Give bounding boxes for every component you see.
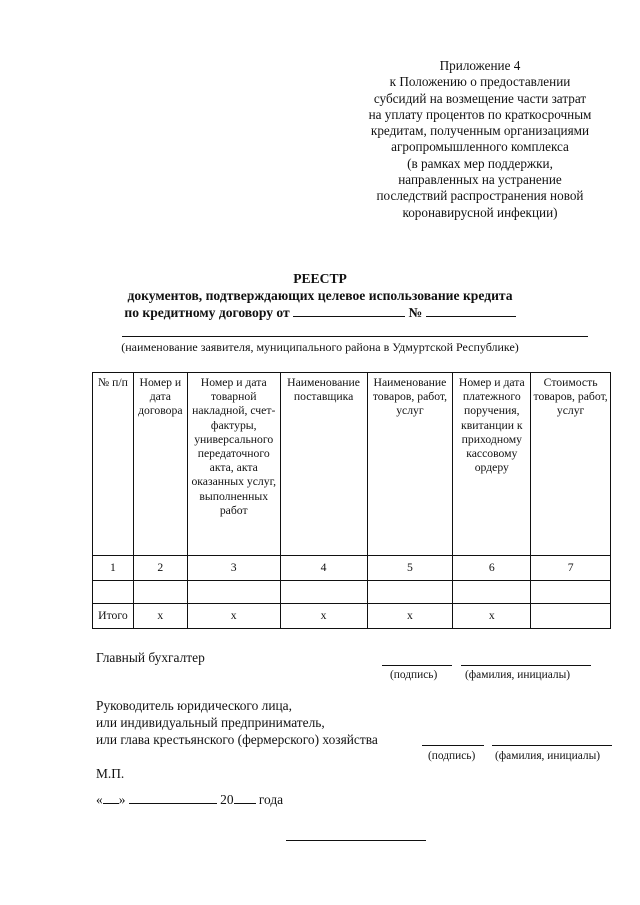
column-number: 4 [280, 556, 367, 581]
applicant-name-line[interactable] [122, 336, 588, 337]
head-label-line: или индивидуальный предприниматель, [96, 715, 325, 730]
contract-date-blank[interactable] [293, 315, 405, 317]
chief-accountant-signature-line[interactable] [382, 665, 452, 666]
header-cell-goods: Наименование товаров, работ, услуг [367, 373, 453, 556]
document-heading: РЕЕСТР [293, 271, 347, 286]
name-caption: (фамилия, инициалы) [495, 750, 601, 762]
contract-line [0, 304, 640, 321]
date-close-quote: » [118, 792, 126, 807]
header-cell-payment: Номер и дата платежного поручения, квитанции к приходному кассовому ордеру [453, 373, 531, 556]
total-row [93, 604, 611, 629]
total-cost-cell[interactable] [531, 604, 611, 629]
registry-table [92, 372, 611, 629]
total-cell: x [280, 604, 367, 629]
stamp-placeholder: М.П. [96, 766, 125, 781]
header-cell-invoice: Номер и дата товарной накладной, счет-фактуры, универсального передаточного акта, акта оказанных услуг, выполненных работ [187, 373, 280, 556]
closing-rule [286, 840, 426, 841]
document-subtitle: документов, подтверждающих целевое использование кредита [127, 288, 513, 303]
appendix-header [330, 58, 630, 221]
table-cell[interactable] [367, 581, 453, 604]
appendix-line: кредитам, полученным организациями [370, 123, 590, 139]
column-number: 6 [453, 556, 531, 581]
head-name-line[interactable] [492, 745, 612, 746]
appendix-line: субсидий на возмещение части затрат [373, 90, 587, 106]
head-signature-line[interactable] [422, 745, 484, 746]
date-month-blank[interactable] [129, 802, 217, 804]
date-line [96, 792, 283, 808]
head-label-line: Руководитель юридического лица, [96, 698, 292, 713]
total-cell: x [187, 604, 280, 629]
table-row [93, 581, 611, 604]
table-cell[interactable] [133, 581, 187, 604]
appendix-line: направленных на устранение [398, 172, 562, 188]
table-cell[interactable] [187, 581, 280, 604]
total-cell: x [133, 604, 187, 629]
date-open-quote: « [96, 792, 103, 807]
chief-accountant-label: Главный бухгалтер [96, 650, 205, 665]
column-number: 5 [367, 556, 453, 581]
appendix-line: (в рамках мер поддержки, [407, 155, 553, 171]
appendix-line: на уплату процентов по краткосрочным [368, 106, 592, 122]
appendix-line: последствий распространения новой [376, 188, 584, 204]
table-header-row [93, 373, 611, 556]
total-cell: x [453, 604, 531, 629]
appendix-line: коронавирусной инфекции) [402, 204, 558, 220]
header-cell-cost: Стоимость товаров, работ, услуг [531, 373, 611, 556]
appendix-line: к Положению о предоставлении [389, 74, 571, 90]
table-cell[interactable] [93, 581, 134, 604]
appendix-line: агропромышленного комплекса [391, 139, 569, 155]
header-cell-supplier: Наименование поставщика [280, 373, 367, 556]
total-cell: x [367, 604, 453, 629]
table-cell[interactable] [280, 581, 367, 604]
signature-caption: (подпись) [390, 669, 438, 681]
chief-accountant-name-line[interactable] [461, 665, 591, 666]
header-cell-contract: Номер и дата договора [133, 373, 187, 556]
document-title-block [0, 270, 640, 321]
contract-prefix: по кредитному договору от [124, 305, 290, 320]
date-year-blank[interactable] [234, 802, 256, 804]
head-label-block [96, 697, 378, 748]
total-label: Итого [93, 604, 134, 629]
signature-caption: (подпись) [428, 750, 476, 762]
name-caption: (фамилия, инициалы) [465, 669, 571, 681]
date-year-suffix: года [258, 792, 284, 807]
table-cell[interactable] [453, 581, 531, 604]
column-number: 7 [531, 556, 611, 581]
appendix-line: Приложение 4 [439, 58, 521, 73]
head-label-line: или глава крестьянского (фермерского) хозяйства [96, 732, 378, 747]
applicant-name-caption: (наименование заявителя, муниципального района в Удмуртской Республике) [121, 340, 519, 354]
header-cell-index: № п/п [93, 373, 134, 556]
column-number: 1 [93, 556, 134, 581]
column-number-row [93, 556, 611, 581]
table-cell[interactable] [531, 581, 611, 604]
date-day-blank[interactable] [103, 802, 119, 804]
number-sign: № [408, 305, 423, 320]
date-year-prefix: 20 [220, 792, 234, 807]
column-number: 2 [133, 556, 187, 581]
contract-number-blank[interactable] [426, 315, 516, 317]
column-number: 3 [187, 556, 280, 581]
